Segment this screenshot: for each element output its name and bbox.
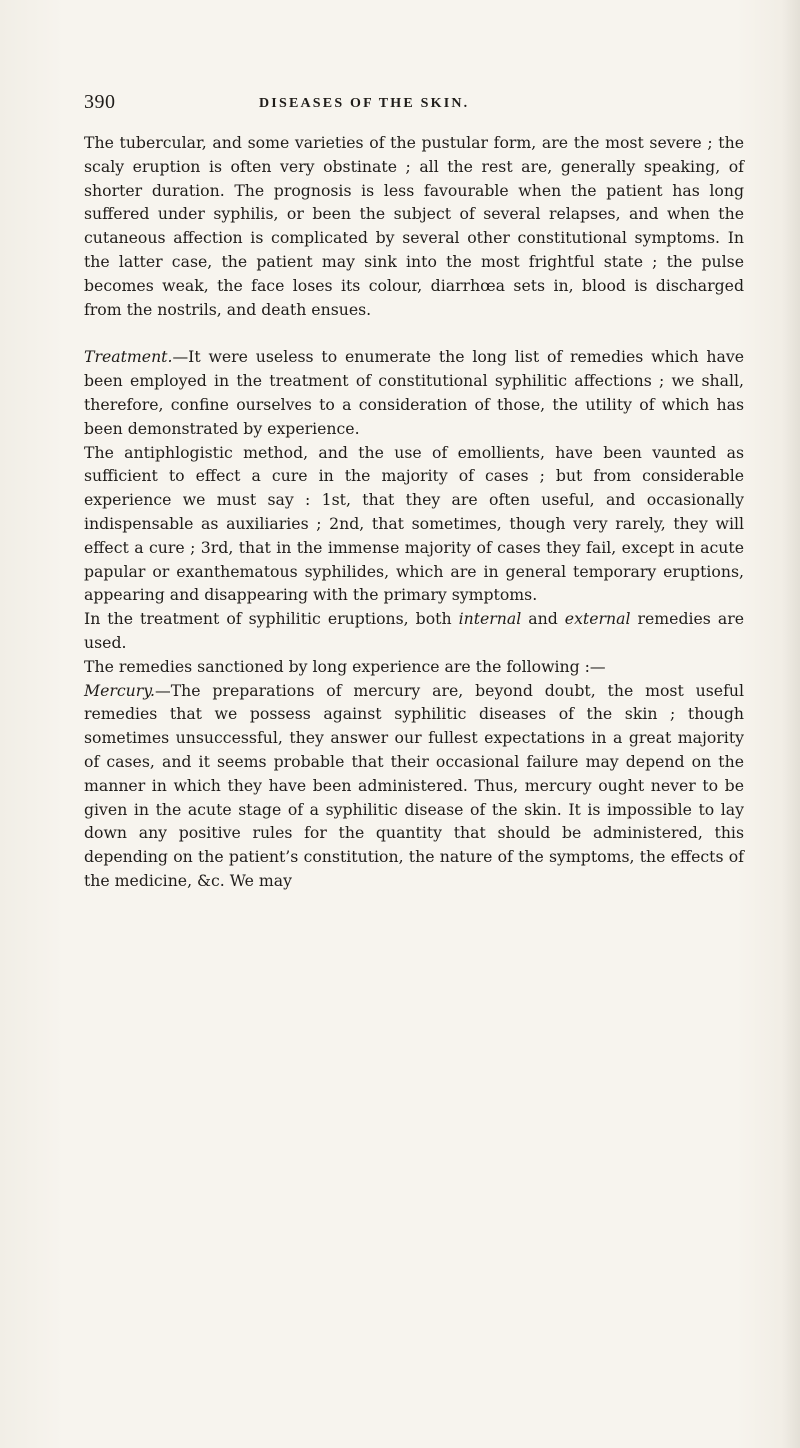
paragraph-mercury bbox=[84, 679, 744, 893]
external-remedies-term: external bbox=[564, 609, 631, 629]
mercury-text: —The preparations of mercury are, beyond doubt, the most useful remedies that we possess against syphilitic diseases of the skin ; though sometimes unsuccessful, they answer our fullest expectations in a great majority of cases, and it seems probable that their occasional failure may depend on the manner in which they have been administered. Thus, mercury ought never to be given in the acute stage of a syphilitic disease of the skin. It is impossible to lay down any positive rules for the quantity that should be administered, this depending on the patient’s constitution, the nature of the symptoms, the effects of the medicine, &c. We may bbox=[84, 680, 744, 890]
treatment-heading: Treatment. bbox=[84, 347, 173, 367]
paragraph-prognosis: The tubercular, and some varieties of the pustular form, are the most severe ; the scaly eruption is often very obstinate ; all the rest are, generally speaking, of shorter duration. The prognosis is less favourable when the patient has long suffered under syphilis, or been the subject of several relapses, and when the cutaneous affection is complicated by several other constitutional symptoms. In the latter case, the patient may sink into the most frightful state ; the pulse becomes weak, the face loses its colour, diarrhœa sets in, blood is discharged from the nostrils, and death ensues. bbox=[84, 133, 744, 319]
paragraph-remedy-types bbox=[84, 607, 744, 655]
paragraph-antiphlogistic: The antiphlogistic method, and the use of emollients, have been vaunted as sufficient to effect a cure in the majority of cases ; but from considerable experience we must say : 1st, that they are often useful, and occasionally indispensable as auxiliaries ; 2nd, that sometimes, though very rarely, they will effect a cure ; 3rd, that in the immense majority of cases they fail, except in acute papular or exanthematous syphilides, which are in general temporary eruptions, appearing and disappearing with the primary symptoms. bbox=[84, 442, 744, 605]
page-edge-shadow bbox=[782, 0, 800, 1448]
main-text bbox=[84, 131, 744, 893]
page-header bbox=[84, 90, 750, 114]
page-number: 390 bbox=[84, 91, 116, 113]
running-title: DISEASES OF THE SKIN. bbox=[259, 96, 470, 111]
treatment-text: —It were useless to enumerate the long list of remedies which have been employed in the treatment of constitutional syphilitic affections ; we shall, therefore, confine ourselves to a consideration of those, the utility of which has been demonstrated by experience. bbox=[84, 347, 744, 438]
remedy-types-and: and bbox=[521, 609, 565, 629]
paragraph-following-remedies: The remedies sanctioned by long experience are the following :— bbox=[84, 656, 606, 676]
remedy-types-text-start: In the treatment of syphilitic eruptions, both bbox=[84, 609, 459, 629]
mercury-heading: Mercury. bbox=[84, 680, 155, 700]
internal-remedies-term: internal bbox=[458, 609, 522, 629]
remedy-types-text-end: remedies are used. bbox=[84, 609, 744, 652]
paragraph-gap bbox=[84, 321, 744, 345]
paragraph-treatment bbox=[84, 345, 744, 440]
